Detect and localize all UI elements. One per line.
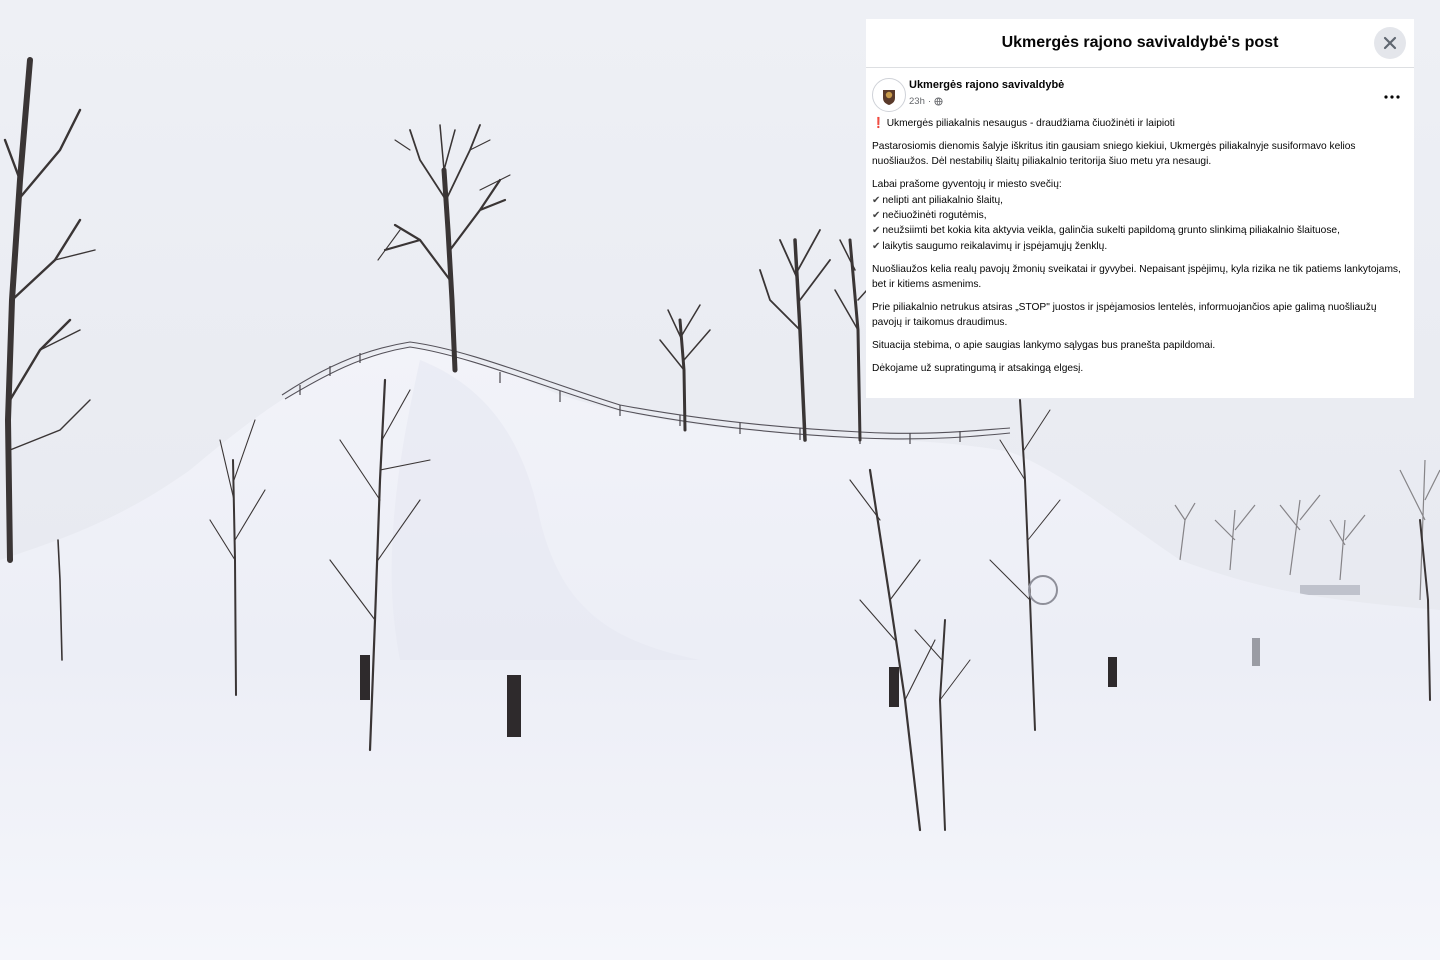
facebook-post-card: [866, 19, 1414, 398]
check-mark-icon: ✔: [872, 240, 881, 252]
post-title: Ukmergės rajono savivaldybė's post: [1001, 34, 1279, 51]
list-item-text: laikytis saugumo reikalavimų ir įspėjamųjų ženklų.: [882, 240, 1108, 252]
avatar[interactable]: [872, 78, 906, 112]
author-name[interactable]: Ukmergės rajono savivaldybė: [909, 79, 1065, 91]
close-icon: [1383, 36, 1397, 50]
post-paragraph-5: Situacija stebima, o apie saugias lankymo sąlygas bus pranešta papildomai.: [872, 340, 1216, 352]
list-item: [872, 193, 1404, 208]
check-mark-icon: ✔: [872, 225, 881, 237]
post-paragraph-1: Pastarosiomis dienomis šalyje iškritus itin gausiam sniego kiekiui, Ukmergės piliakalnyje susiformavo kelios nuošliaužos. Dėl nestabilių šlaitų piliakalnio teritorija šiuo metu yra nesaugi.: [872, 140, 1356, 168]
post-header: [866, 19, 1414, 68]
post-headline: [872, 116, 1404, 131]
meta-separator: ·: [927, 96, 932, 107]
post-paragraph-2: [872, 177, 1404, 254]
post-paragraph-3: Nuošliaužos kelia realų pavojų žmonių sveikatai ir gyvybei. Nepaisant įspėjimų, kyla rizika ne tik patiems lankytojams, bet ir kitiems asmenims.: [872, 263, 1401, 291]
close-button[interactable]: [1374, 27, 1406, 59]
list-item-text: neužsiimti bet kokia kita aktyvia veikla, galinčia sukelti papildomą grunto slinkimą piliakalnio šlaituose,: [882, 225, 1340, 237]
more-options-button[interactable]: [1382, 89, 1402, 103]
list-item: [872, 223, 1404, 238]
post-author-row: [866, 77, 1414, 121]
check-mark-icon: ✔: [872, 194, 881, 206]
list-item: [872, 208, 1404, 223]
check-mark-icon: ✔: [872, 210, 881, 222]
coat-of-arms-icon: [873, 79, 905, 111]
red-exclamation-icon: ❗: [872, 118, 885, 129]
post-paragraph-4: Prie piliakalnio netrukus atsiras „STOP" juostos ir įspėjamosios lentelės, informuojančios apie galimą nuošliaužų pavojų ir taikomus draudimus.: [872, 302, 1377, 329]
headline-text: Ukmergės piliakalnis nesaugus - draudžiama čiuožinėti ir laipioti: [886, 118, 1175, 129]
post-meta: [909, 96, 943, 107]
globe-icon: [934, 97, 943, 106]
list-intro: Labai prašome gyventojų ir miesto svečių:: [872, 179, 1062, 191]
post-time[interactable]: 23h: [909, 96, 925, 107]
list-item-text: nečiuožinėti rogutėmis,: [882, 210, 987, 222]
more-options-icon: [1384, 95, 1400, 99]
post-body: [872, 116, 1404, 384]
list-item: [872, 239, 1404, 254]
post-paragraph-6: Dėkojame už supratingumą ir atsakingą elgesį.: [872, 363, 1084, 375]
list-item-text: nelipti ant piliakalnio šlaitų,: [882, 194, 1004, 206]
